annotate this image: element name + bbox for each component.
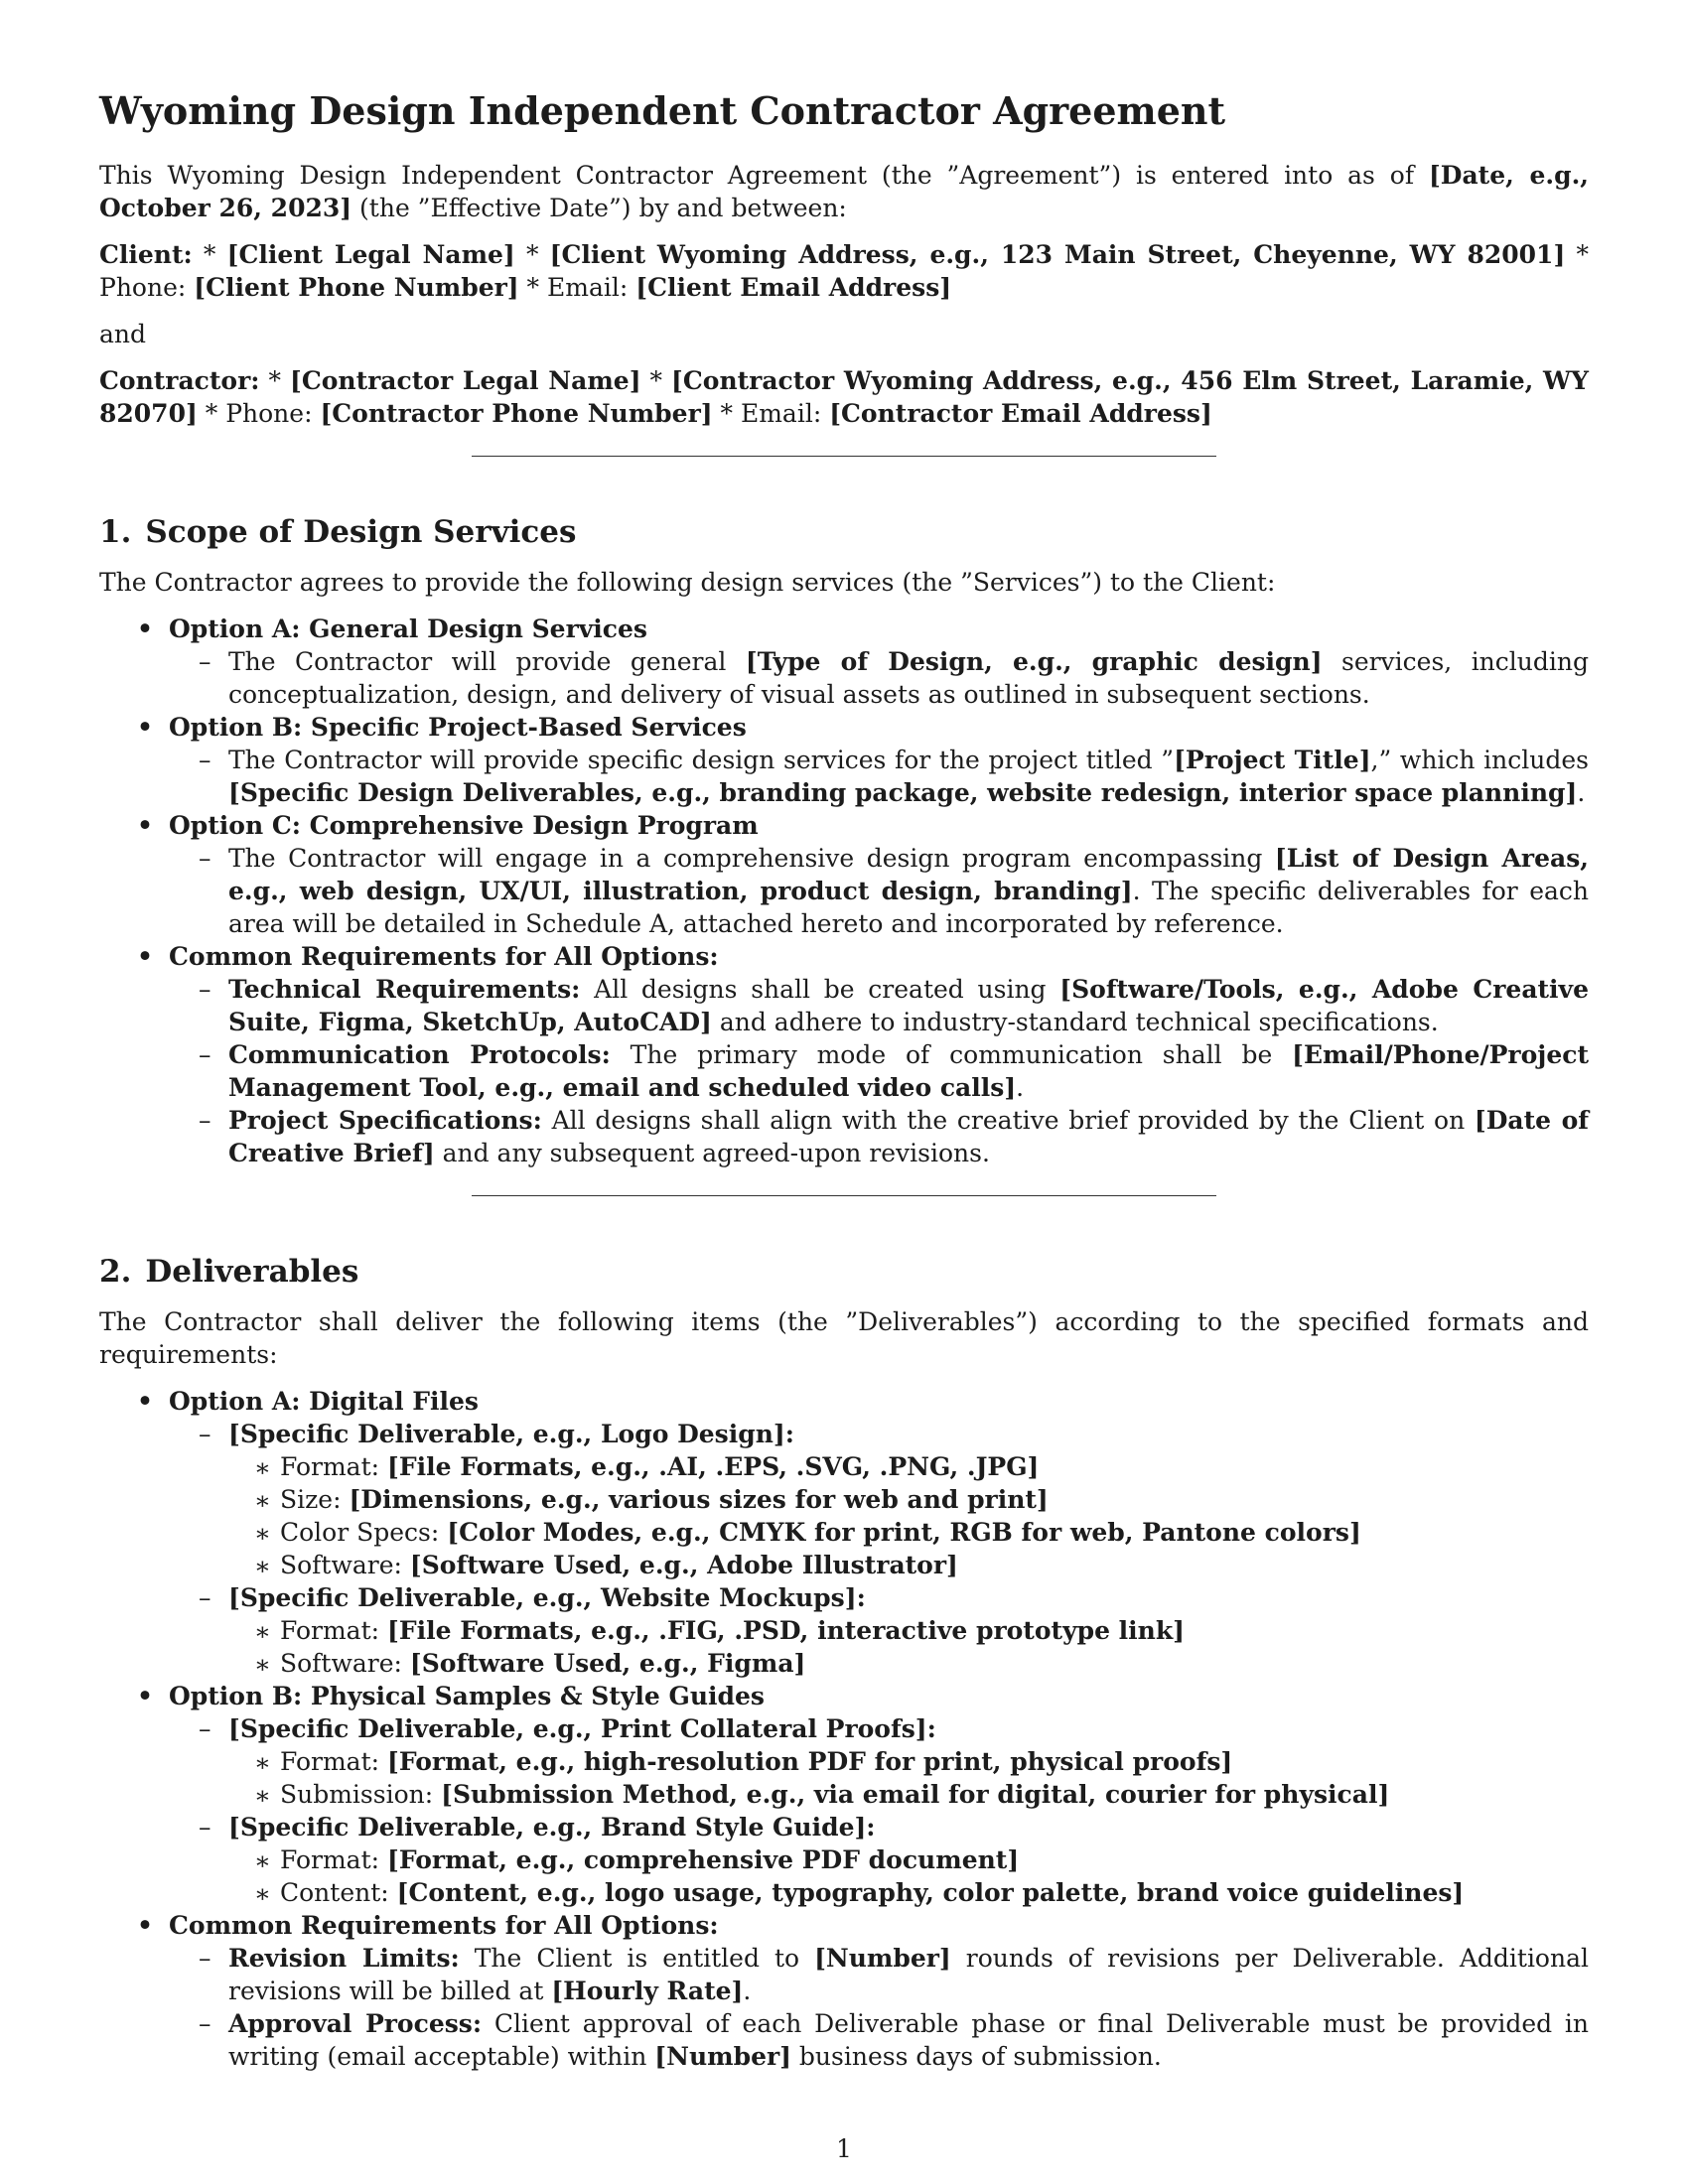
placeholder: [Hourly Rate] [551,1977,744,2005]
client-phone-label: * Phone: [99,240,1589,302]
placeholder: [Content, e.g., logo usage, typography, color palette, brand voice guidelines] [396,1878,1465,1907]
deliverable-label: [Specific Deliverable, e.g., Logo Design]: [228,1420,794,1448]
placeholder: [Software Used, e.g., Figma] [409,1649,806,1678]
sublist [228,1745,1589,1811]
horizontal-rule [472,456,1216,457]
list-item [228,1778,1589,1811]
option-label: Common Requirements for All Options: [169,1911,719,1940]
deliverable-label: [Specific Deliverable, e.g., Print Collateral Proofs]: [228,1714,936,1743]
requirement-label: Revision Limits: [228,1944,460,1973]
placeholder: [Software/Tools, e.g., Adobe Creative Suite, Figma, SketchUp, AutoCAD] [228,975,1589,1036]
requirement-label: Communication Protocols: [228,1040,611,1069]
list-item [228,1876,1589,1909]
list-item [169,1942,1589,2007]
text: services, including conceptualization, design, and delivery of visual assets as outlined in subsequent sections. [228,647,1589,709]
list-item [169,1811,1589,1909]
list-item [228,1549,1589,1581]
list-item [169,842,1589,940]
list-item [169,2007,1589,2073]
text: and adhere to industry-standard technical specifications. [711,1008,1439,1036]
contractor-email-placeholder: [Contractor Email Address] [829,399,1212,428]
client-label: Client: [99,240,193,269]
text: . [743,1977,752,2005]
text: The Contractor will engage in a comprehensive design program encompassing [228,844,1275,873]
list-item [228,1614,1589,1647]
list-item [169,1581,1589,1680]
client-block [99,238,1589,304]
list-item [169,1418,1589,1581]
horizontal-rule [472,1195,1216,1196]
option-label: Common Requirements for All Options: [169,942,719,971]
list-item [99,613,1589,711]
placeholder: [Email/Phone/Project Management Tool, e.g., email and scheduled video calls] [228,1040,1589,1102]
sublist [169,973,1589,1169]
list-item [169,744,1589,809]
option-label: Option A: General Design Services [169,614,647,643]
text: . The specific deliverables for each area will be detailed in Schedule A, attached hereto and incorporated by reference. [228,877,1590,938]
client-email-placeholder: [Client Email Address] [635,273,952,302]
placeholder: [Color Modes, e.g., CMYK for print, RGB for web, Pantone colors] [447,1518,1361,1547]
section-1-heading [99,512,1589,552]
option-label: Option B: Physical Samples & Style Guides [169,1682,765,1710]
text: Color Specs: [280,1518,448,1547]
sublist [169,645,1589,711]
text: Software: [280,1551,410,1579]
sublist [228,1843,1589,1909]
text: The primary mode of communication shall be [610,1040,1293,1069]
list-item [228,1516,1589,1549]
list-item [228,1450,1589,1483]
sublist [169,842,1589,940]
client-name-placeholder: [Client Legal Name] [226,240,515,269]
list-item [99,1680,1589,1909]
sublist [169,1712,1589,1909]
placeholder: [Submission Method, e.g., via email for digital, courier for physical] [441,1780,1390,1809]
placeholder: [Dimensions, e.g., various sizes for web and print] [349,1485,1049,1514]
sublist [169,744,1589,809]
requirement-label: Approval Process: [228,2009,483,2038]
text: ,” which includes [1370,746,1589,774]
list-item [228,1483,1589,1516]
contractor-address-placeholder: [Contractor Wyoming Address, e.g., 456 Elm Street, Laramie, WY 82070] [99,366,1589,428]
text: All designs shall be created using [580,975,1060,1004]
text: . [1577,778,1586,807]
placeholder: [File Formats, e.g., .AI, .EPS, .SVG, .PNG, .JPG] [387,1452,1040,1481]
placeholder: [Date of Creative Brief] [228,1106,1589,1167]
contractor-name-placeholder: [Contractor Legal Name] [290,366,641,395]
list-item [99,711,1589,809]
separator: * [192,240,227,269]
client-email-label: * Email: [518,273,636,302]
text: Software: [280,1649,410,1678]
option-label: Option B: Specific Project-Based Services [169,713,747,742]
contractor-phone-placeholder: [Contractor Phone Number] [320,399,713,428]
placeholder: [File Formats, e.g., .FIG, .PSD, interactive prototype link] [387,1616,1186,1645]
text: rounds of revisions per Deliverable. Additional revisions will be billed at [228,1944,1589,2005]
placeholder: [Format, e.g., comprehensive PDF document] [387,1845,1020,1874]
contractor-block [99,364,1589,430]
list-item [99,1909,1589,2073]
contractor-email-label: * Email: [712,399,830,428]
text: Content: [280,1878,397,1907]
list-item [228,1647,1589,1680]
client-phone-placeholder: [Client Phone Number] [194,273,519,302]
text: Format: [280,1616,388,1645]
list-item [169,1104,1589,1169]
text: Client approval of each Deliverable phase or final Deliverable must be provided in writing (email acceptable) within [228,2009,1590,2071]
text: The Contractor will provide general [228,647,746,676]
client-address-placeholder: [Client Wyoming Address, e.g., 123 Main Street, Cheyenne, WY 82001] [549,240,1566,269]
separator: * [514,240,550,269]
sublist [169,1942,1589,2073]
section-title: Deliverables [145,1254,359,1290]
placeholder: [Number] [814,1944,951,1973]
list-item [228,1843,1589,1876]
text: The Contractor will provide specific design services for the project titled ” [228,746,1175,774]
intro-paragraph [99,159,1589,224]
section-number: 2. [99,1254,132,1290]
text: business days of submission. [790,2042,1162,2071]
list-item [228,1745,1589,1778]
document-body [99,159,1589,2073]
placeholder: [Number] [654,2042,791,2071]
separator: * [640,366,672,395]
sublist [228,1614,1589,1680]
sublist [228,1450,1589,1581]
page-number: 1 [836,2134,852,2163]
section-title: Scope of Design Services [145,514,577,550]
text: The Client is entitled to [459,1944,815,1973]
and-text: and [99,320,147,348]
separator: * [259,366,291,395]
option-label: Option C: Comprehensive Design Program [169,811,759,840]
deliverable-label: [Specific Deliverable, e.g., Brand Style Guide]: [228,1813,876,1842]
requirement-label: Project Specifications: [228,1106,542,1135]
deliverables-options-list [99,1385,1589,2073]
list-item [99,940,1589,1169]
deliverable-label: [Specific Deliverable, e.g., Website Mockups]: [228,1583,866,1612]
requirement-label: Technical Requirements: [228,975,581,1004]
contractor-phone-label: * Phone: [197,399,321,428]
list-item [99,1385,1589,1680]
placeholder: [Specific Design Deliverables, e.g., branding package, website redesign, interior space planning] [228,778,1578,807]
intro-text: This Wyoming Design Independent Contractor Agreement (the ”Agreement”) is entered into as of [99,161,1429,190]
section-2-heading [99,1252,1589,1292]
text: Format: [280,1845,388,1874]
list-item [99,809,1589,940]
text: Format: [280,1747,388,1776]
effective-date-placeholder: [Date, e.g., October 26, 2023] [99,161,1589,222]
placeholder: [Type of Design, e.g., graphic design] [745,647,1323,676]
text: Submission: [280,1780,442,1809]
option-label: Option A: Digital Files [169,1387,480,1416]
placeholder: [Software Used, e.g., Adobe Illustrator] [409,1551,958,1579]
services-options-list [99,613,1589,1169]
list-item [169,1038,1589,1104]
intro-text-end: (the ”Effective Date”) by and between: [352,194,847,222]
sublist [169,1418,1589,1680]
list-item [169,973,1589,1038]
list-item [169,1712,1589,1811]
placeholder: [List of Design Areas, e.g., web design, UX/UI, illustration, product design, branding] [228,844,1589,905]
section-number: 1. [99,514,132,550]
section-2-intro: The Contractor shall deliver the following items (the ”Deliverables”) according to the specified formats and requirements: [99,1307,1589,1369]
text: All designs shall align with the creative brief provided by the Client on [541,1106,1475,1135]
text: and any subsequent agreed-upon revisions. [434,1139,990,1167]
document-title: Wyoming Design Independent Contractor Agreement [99,88,1226,133]
contractor-label: Contractor: [99,366,260,395]
section-1-intro: The Contractor agrees to provide the following design services (the ”Services”) to the Client: [99,568,1276,597]
placeholder: [Project Title] [1174,746,1371,774]
placeholder: [Format, e.g., high-resolution PDF for print, physical proofs] [387,1747,1233,1776]
text: Format: [280,1452,388,1481]
text: Size: [280,1485,350,1514]
text: . [1016,1073,1025,1102]
list-item [169,645,1589,711]
